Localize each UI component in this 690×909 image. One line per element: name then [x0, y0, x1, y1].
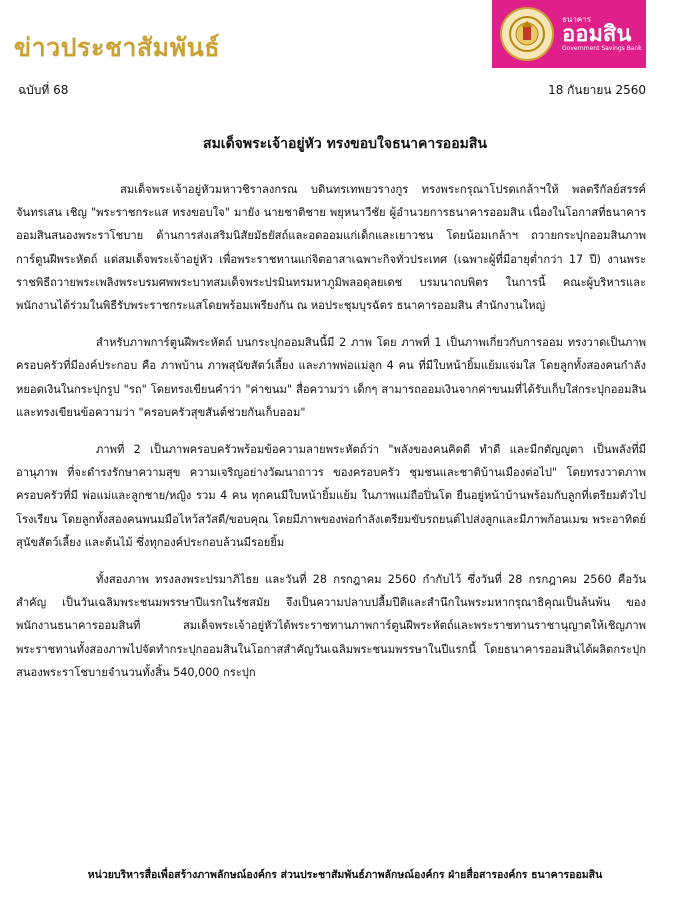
logo-main-text: ออมสิน [562, 22, 632, 47]
footer-credit: หน่วยบริหารสื่อเพื่อสร้างภาพลักษณ์องค์กร ส่วนประชาสัมพันธ์ภาพลักษณ์องค์กร ฝ่ายสื่อสารองค์กร ธนาคารออมสิน [87, 869, 603, 881]
paragraph: ทั้งสองภาพ ทรงลงพระปรมาภิไธย และวันที่ 28 กรกฎาคม 2560 กำกับไว้ ซึ่งวันที่ 28 กรกฎาคม 2560 คือวันสำคัญ เป็นวันเฉลิมพระชนมพรรษาปีแรกในรัชสมัย จึงเป็นความปลาบปลื้มปีติและสำนึกในพระมหากรุณาธิคุณเป็นล้นพ้น ของพนักงานธนาคารออมสินที่ สมเด็จพระเจ้าอยู่หัวได้พระราชทานภาพการ์ตูนฝีพระหัตถ์และพระราชทานราชานุญาตให้เชิญภาพพระราชทานทั้งสองภาพไปจัดทำกระปุกออมสินในโอกาสสำคัญวันเฉลิมพระชนมพรรษาในปีแรกนี้ โดยธนาคารออมสินได้ผลิตกระปุกสนองพระราโชบายจำนวนทั้งสิ้น 540,000 กระปุก [16, 573, 646, 679]
release-date: 18 กันยายน 2560 [548, 83, 646, 97]
logo-small-text: ธนาคาร [562, 15, 591, 24]
issue-number: ฉบับที่ 68 [18, 83, 69, 97]
bank-logo [492, 0, 646, 68]
paragraph: สมเด็จพระเจ้าอยู่หัวมหาวชิราลงกรณ บดินทรเทพยวรางกูร ทรงพระกรุณาโปรดเกล้าฯให้ พลตรีกัลย์สรรค์ จันทรเสน เชิญ "พระราชกระแส ทรงขอบใจ" มายัง นายชาติชาย พยุหนาวีชัย ผู้อำนวยการธนาคารออมสิน เนื่องในโอกาสที่ธนาคารออมสินสนองพระราโชบาย ด้านการส่งเสริมนิสัยมัธยัสถ์และอดออมแก่เด็กและเยาวชน โดยน้อมเกล้าฯ ถวายกระปุกออมสินภาพการ์ตูนฝีพระหัตถ์ แด่สมเด็จพระเจ้าอยู่หัว เพื่อพระราชทานแก่จิตอาสาเฉพาะกิจทั่วประเทศ (เฉพาะผู้ที่มีอายุต่ำกว่า 17 ปี) งานพระราชพิธีถวายพระเพลิงพระบรมศพพระบาทสมเด็จพระปรมินทรมหาภูมิพลอดุลยเดช บรมนาถบพิตร ในการนี้ คณะผู้บริหารและพนักงานได้ร่วมในพิธีรับพระราชกระแสโดยพร้อมเพรียงกัน ณ หอประชุมบุรฉัตร ธนาคารออมสิน สำนักงานใหญ่ [16, 183, 646, 313]
seal-icon [500, 7, 554, 61]
paragraph: สำหรับภาพการ์ตูนฝีพระหัตถ์ บนกระปุกออมสินนี้มี 2 ภาพ โดย ภาพที่ 1 เป็นภาพเกี่ยวกับการออม ทรงวาดเป็นภาพครอบครัวที่มีองค์ประกอบ คือ ภาพบ้าน ภาพสุนัขสัตว์เลี้ยง และภาพพ่อแม่ลูก 4 คน ที่มีใบหน้ายิ้มแย้มแจ่มใส โดยลูกทั้งสองคนกำลังหยอดเงินในกระปุกรูป "รถ" โดยทรงเขียนคำว่า "ค่าขนม" สื่อความว่า เด็กๆ สามารถออมเงินจากค่าขนมที่ได้รับเก็บใส่กระปุกออมสิน และทรงเขียนข้อความว่า "ครอบครัวสุขสันต์ช่วยกันเก็บออม" [16, 336, 646, 419]
logo-english-text: Government Savings Bank [562, 45, 642, 52]
document-body [16, 178, 646, 698]
page-header-title: ข่าวประชาสัมพันธ์ [14, 33, 220, 62]
paragraph: ภาพที่ 2 เป็นภาพครอบครัวพร้อมข้อความลายพระหัตถ์ว่า "พลังของคนคิดดี ทำดี และมีกตัญญูตา เป็นพลังที่มีอานุภาพ ที่จะดำรงรักษาความสุข ความเจริญอย่างวัฒนาถาวร ของครอบครัว ชุมชนและชาติบ้านเมืองต่อไป" โดยทรงวาดภาพครอบครัวที่มี พ่อแม่และลูกชาย/หญิง รวม 4 คน ทุกคนมีใบหน้ายิ้มแย้ม ในภาพแม่ถือปิ่นโต ยืนอยู่หน้าบ้านพร้อมกับลูกที่เตรียมตัวไปโรงเรียน โดยลูกทั้งสองคนพนมมือไหว้สวัสดี/ขอบคุณ โดยมีภาพของพ่อกำลังเตรียมขับรถยนต์ไปส่งลูกและมีภาพก้อนเมฆ พระอาทิตย์ สุนัขสัตว์เลี้ยง และต้นไม้ ซึ่งทุกองค์ประกอบล้วนมีรอยยิ้ม [16, 443, 646, 549]
document-title: สมเด็จพระเจ้าอยู่หัว ทรงขอบใจธนาคารออมสิน [203, 136, 487, 152]
